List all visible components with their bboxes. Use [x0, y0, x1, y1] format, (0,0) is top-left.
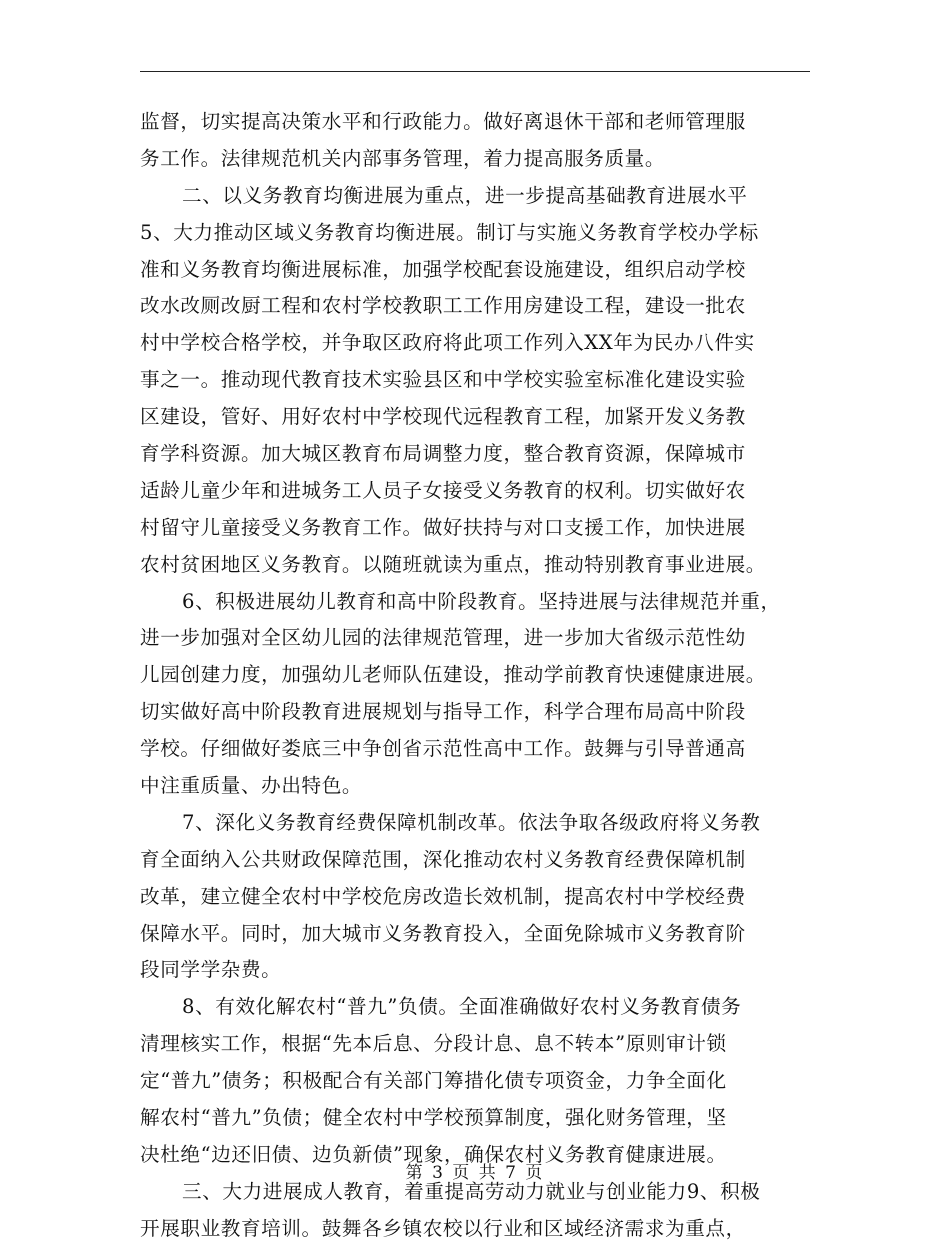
- text-line: 育学科资源。加大城区教育布局调整力度，整合教育资源，保障城市: [140, 442, 746, 466]
- text-line: 适龄儿童少年和进城务工人员子女接受义务教育的权利。切实做好农: [140, 478, 746, 502]
- text-line: 区建设，管好、用好农村中学校现代远程教育工程，加紧开发义务教: [140, 405, 746, 429]
- text-line: 准和义务教育均衡进展标准，加强学校配套设施建设，组织启动学校: [140, 257, 746, 281]
- text-line: 事之一。推动现代教育技术实验县区和中学校实验室标准化建设实验: [140, 368, 746, 392]
- text-line: 保障水平。同时，加大城市义务教育投入，全面免除城市义务教育阶: [140, 921, 746, 945]
- text-line: 进一步加强对全区幼儿园的法律规范管理，进一步加大省级示范性幼: [140, 626, 746, 650]
- page-footer: 第 3 页 共 7 页: [405, 1163, 545, 1183]
- text-line: 清理核实工作，根据“先本后息、分段计息、息不转本”原则审计锁: [140, 1032, 727, 1056]
- text-line: 二、以义务教育均衡进展为重点，进一步提高基础教育进展水平: [182, 183, 748, 207]
- text-line: 改水改厕改厨工程和农村学校教职工工作用房建设工程，建设一批农: [140, 294, 746, 318]
- text-line: 决杜绝“边还旧债、边负新债”现象，确保农村义务教育健康进展。: [140, 1142, 727, 1166]
- text-line: 村留守儿童接受义务教育工作。做好扶持与对口支援工作，加快进展: [140, 515, 746, 539]
- text-line: 三、大力进展成人教育，着重提高劳动力就业与创业能力9、积极: [182, 1179, 761, 1203]
- text-line: 村中学校合格学校，并争取区政府将此项工作列入XX年为民办八件实: [140, 331, 755, 355]
- text-line: 7、深化义务教育经费保障机制改革。依法争取各级政府将义务教: [182, 810, 761, 834]
- text-line: 监督，切实提高决策水平和行政能力。做好离退休干部和老师管理服: [140, 110, 746, 133]
- text-line: 5、大力推动区域义务教育均衡进展。制订与实施义务教育学校办学标: [140, 220, 759, 244]
- text-line: 8、有效化解农村“普九”负债。全面准确做好农村义务教育债务: [182, 995, 742, 1019]
- text-line: 务工作。法律规范机关内部事务管理，着力提高服务质量。: [140, 146, 666, 170]
- text-line: 中注重质量、办出特色。: [140, 774, 363, 798]
- text-line: 切实做好高中阶段教育进展规划与指导工作，科学合理布局高中阶段: [140, 700, 746, 724]
- text-line: 农村贫困地区义务教育。以随班就读为重点，推动特别教育事业进展。: [140, 552, 767, 576]
- header-rule: [140, 71, 810, 72]
- text-line: 解农村“普九”负债；健全农村中学校预算制度，强化财务管理，坚: [140, 1106, 727, 1130]
- text-line: 改革，建立健全农村中学校危房改造长效机制，提高农村中学校经费: [140, 884, 746, 908]
- body-text: [140, 104, 820, 1248]
- text-line: 定“普九”债务；积极配合有关部门筹措化债专项资金，力争全面化: [140, 1069, 727, 1093]
- text-line: 6、积极进展幼儿教育和高中阶段教育。坚持进展与法律规范并重，: [182, 589, 781, 613]
- text-line: 儿园创建力度，加强幼儿老师队伍建设，推动学前教育快速健康进展。: [140, 663, 767, 687]
- text-line: 段同学学杂费。: [140, 958, 282, 982]
- text-line: 开展职业教育培训。鼓舞各乡镇农校以行业和区域经济需求为重点，: [140, 1216, 746, 1240]
- text-line: 学校。仔细做好娄底三中争创省示范性高中工作。鼓舞与引导普通高: [140, 737, 746, 761]
- text-line: 育全面纳入公共财政保障范围，深化推动农村义务教育经费保障机制: [140, 847, 746, 871]
